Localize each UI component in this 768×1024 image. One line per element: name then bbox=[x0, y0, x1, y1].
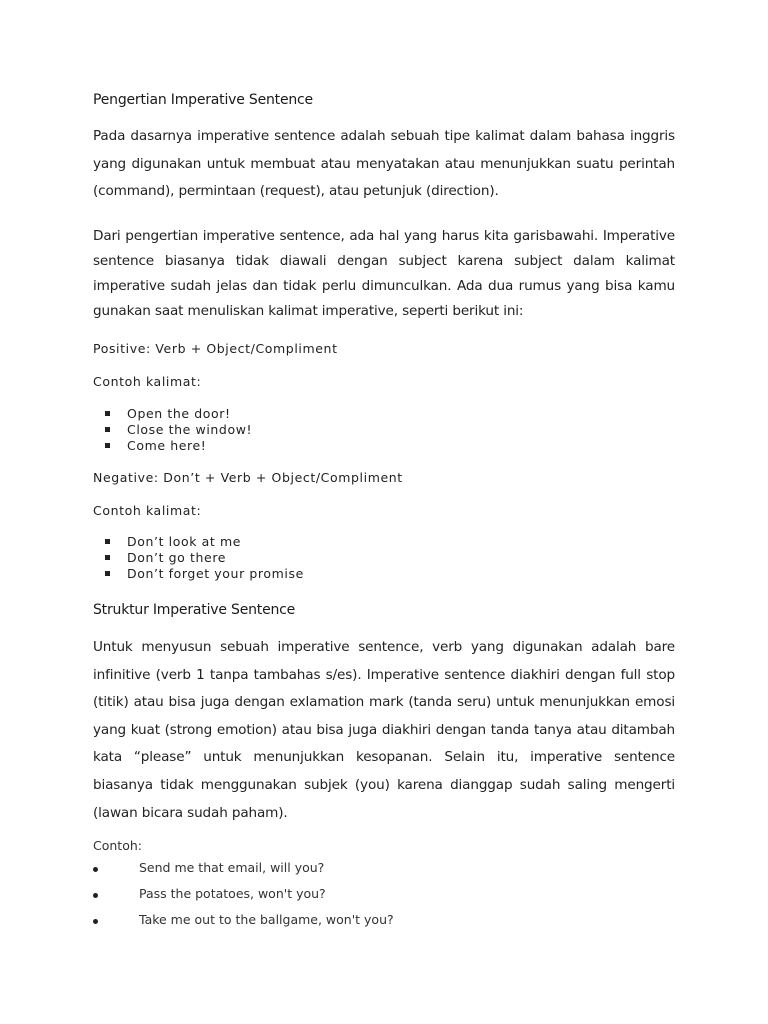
round-bullet-icon bbox=[93, 919, 98, 924]
round-bullet-icon bbox=[93, 893, 98, 898]
square-bullet-icon bbox=[105, 427, 110, 432]
example-label-negative: Contoh kalimat: bbox=[93, 503, 202, 518]
list-item: Don’t go there bbox=[93, 550, 304, 566]
list-item: Take me out to the ballgame, won't you? bbox=[93, 912, 394, 938]
list-item: Open the door! bbox=[93, 406, 252, 422]
square-bullet-icon bbox=[105, 411, 110, 416]
structure-example-list bbox=[93, 860, 394, 938]
list-item: Pass the potatoes, won't you? bbox=[93, 886, 394, 912]
negative-formula: Negative: Don’t + Verb + Object/Compliment bbox=[93, 470, 403, 485]
list-item: Send me that email, will you? bbox=[93, 860, 394, 886]
list-item: Come here! bbox=[93, 438, 252, 454]
positive-example-list bbox=[93, 406, 252, 454]
list-item: Don’t forget your promise bbox=[93, 566, 304, 582]
square-bullet-icon bbox=[105, 539, 110, 544]
paragraph-explanation: Dari pengertian imperative sentence, ada hal yang harus kita garisbawahi. Imperative sentence biasanya tidak diawali dengan subject karena subject dalam kalimat imperative sudah jelas dan tidak perlu dimunculkan. Ada dua rumus yang bisa kamu gunakan saat menuliskan kalimat imperative, seperti berikut ini: bbox=[93, 228, 675, 319]
square-bullet-icon bbox=[105, 555, 110, 560]
example-label-contoh: Contoh: bbox=[93, 838, 142, 853]
paragraph-definition: Pada dasarnya imperative sentence adalah sebuah tipe kalimat dalam bahasa inggris yang digunakan untuk membuat atau menyatakan atau menunjukkan suatu perintah (command), permintaan (request), atau petunjuk (direction). bbox=[93, 128, 675, 200]
list-item: Close the window! bbox=[93, 422, 252, 438]
positive-formula: Positive: Verb + Object/Compliment bbox=[93, 341, 338, 356]
negative-example-list bbox=[93, 534, 304, 582]
example-label-positive: Contoh kalimat: bbox=[93, 374, 202, 389]
square-bullet-icon bbox=[105, 571, 110, 576]
section-heading-pengertian: Pengertian Imperative Sentence bbox=[93, 92, 313, 108]
paragraph-structure: Untuk menyusun sebuah imperative sentence, verb yang digunakan adalah bare infinitive (verb 1 tanpa tambahas s/es). Imperative sentence diakhiri dengan full stop (titik) atau bisa juga dengan exlamation mark (tanda seru) untuk menunjukkan emosi yang kuat (strong emotion) atau bisa juga diakhiri dengan tanda tanya atau ditambah kata “please” untuk menunjukkan kesopanan. Selain itu, imperative sentence biasanya tidak menggunakan subjek (you) karena dianggap sudah saling mengerti (lawan bicara sudah paham). bbox=[93, 639, 675, 821]
square-bullet-icon bbox=[105, 443, 110, 448]
round-bullet-icon bbox=[93, 867, 98, 872]
section-heading-struktur: Struktur Imperative Sentence bbox=[93, 602, 296, 618]
list-item: Don’t look at me bbox=[93, 534, 304, 550]
